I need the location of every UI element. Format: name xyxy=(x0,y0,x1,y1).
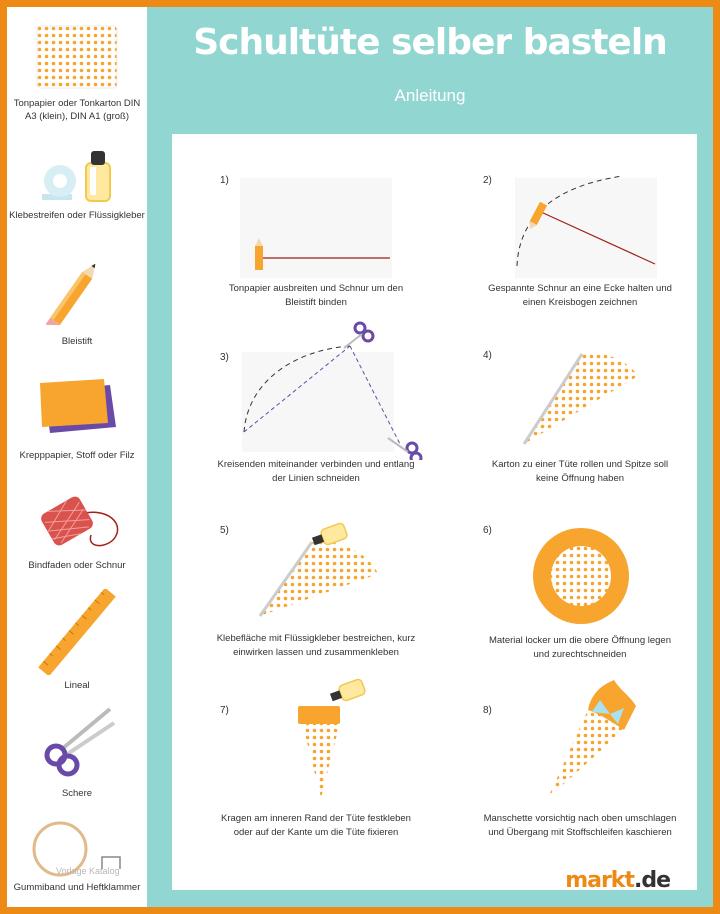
material-label: Klebestreifen oder Flüssigkleber xyxy=(9,210,145,221)
step-7-illustration xyxy=(290,678,380,802)
step-3-illustration xyxy=(236,320,426,460)
step-number: 5) xyxy=(220,525,229,536)
pencil-icon xyxy=(32,255,122,325)
brand-tld: .de xyxy=(633,868,670,893)
step-text: Tonpapier ausbreiten und Schnur um den Bleistift binden xyxy=(228,283,404,308)
scissors-icon xyxy=(32,703,122,779)
material-label: Krepppapier, Stoff oder Filz xyxy=(19,450,135,461)
watermark: Vorlage Katalog xyxy=(56,866,120,876)
material-ruler xyxy=(7,589,147,680)
step-text: Klebefläche mit Flüssigkleber bestreichen, kurz einwirken lassen und zusammenkleben xyxy=(216,633,416,658)
step-number: 3) xyxy=(220,352,229,363)
materials-sidebar xyxy=(7,7,147,907)
brand-logo[interactable] xyxy=(565,868,670,893)
step-4-illustration xyxy=(518,346,642,450)
page-title: Schultüte selber basteln xyxy=(193,22,667,63)
step-6-illustration xyxy=(526,524,636,628)
material-label: Schere xyxy=(61,788,93,799)
tape-and-glue-icon xyxy=(32,147,122,207)
material-tape-glue xyxy=(7,147,147,212)
brand-name: markt xyxy=(565,868,634,893)
scissors-icon xyxy=(344,323,373,348)
material-paper xyxy=(7,25,147,94)
material-scissors xyxy=(7,703,147,784)
step-number: 6) xyxy=(483,525,492,536)
ruler-icon xyxy=(32,589,122,675)
page-subtitle: Anleitung xyxy=(394,86,466,105)
step-number: 2) xyxy=(483,175,492,186)
step-8-illustration xyxy=(540,676,640,804)
step-text: Kreisenden miteinander verbinden und entlang der Linien schneiden xyxy=(217,459,415,484)
material-crepe xyxy=(7,371,147,446)
step-text: Manschette vorsichtig nach oben umschlagen und Übergang mit Stoffschleifen kaschieren xyxy=(483,813,677,838)
material-pencil xyxy=(7,255,147,330)
step-text: Kragen am inneren Rand der Tüte festkleben oder auf der Kante um die Tüte fixieren xyxy=(221,813,411,838)
step-number: 8) xyxy=(483,705,492,716)
step-text: Karton zu einer Tüte rollen und Spitze soll keine Öffnung haben xyxy=(491,459,669,484)
material-label: Bleistift xyxy=(61,336,93,347)
material-label: Gummiband und Heftklammer xyxy=(13,882,141,893)
dotted-paper-icon xyxy=(36,25,118,89)
step-text: Material locker um die obere Öffnung legen und zurechtschneiden xyxy=(488,635,671,660)
step-number: 4) xyxy=(483,350,492,361)
step-2-illustration xyxy=(505,168,657,278)
step-number: 1) xyxy=(220,175,229,186)
step-1-illustration xyxy=(240,178,392,278)
material-label: Bindfaden oder Schnur xyxy=(28,560,126,571)
step-number: 7) xyxy=(220,705,229,716)
material-label: Lineal xyxy=(64,680,90,691)
crepe-paper-icon xyxy=(32,371,122,441)
step-text: Gespannte Schnur an eine Ecke halten und einen Kreisbogen zeichnen xyxy=(488,283,672,308)
step-5-illustration xyxy=(254,518,388,622)
material-twine xyxy=(7,485,147,560)
glue-bottle-icon xyxy=(329,678,366,705)
twine-icon xyxy=(27,485,127,555)
material-label: Tonpapier oder Tonkarton DIN A3 (klein), DIN A1 (groß) xyxy=(13,98,141,122)
